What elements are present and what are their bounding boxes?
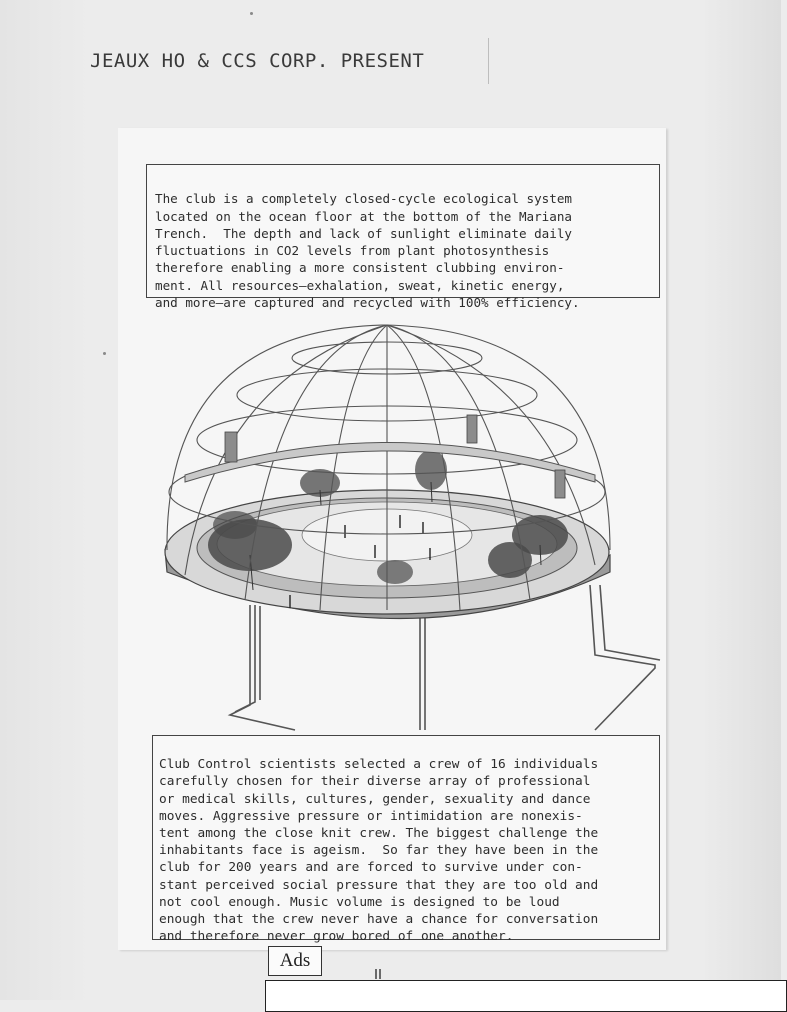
- dome-club-illustration: [155, 310, 665, 740]
- intro-text: [155, 173, 580, 311]
- ads-container[interactable]: [265, 980, 787, 1012]
- intro-line: Trench. The depth and lack of sunlight eliminate daily: [155, 225, 573, 241]
- intro-line: fluctuations in CO2 levels from plant photosynthesis: [155, 243, 550, 259]
- crew-line: enough that the crew never have a chance for conversation: [159, 912, 599, 928]
- dome-ring: [185, 443, 595, 483]
- intro-line: therefore enabling a more consistent clubbing environ-: [155, 260, 565, 276]
- scan-speck: [250, 12, 253, 15]
- scan-left-shade: [0, 0, 90, 1000]
- crew-line: or medical skills, cultures, gender, sexuality and dance: [159, 791, 591, 807]
- crew-line: stant perceived social pressure that they are too old and: [159, 877, 599, 893]
- intro-text-box: [146, 164, 660, 311]
- crew-text-box: [152, 735, 660, 945]
- crew-line: moves. Aggressive pressure or intimidation are nonexis-: [159, 808, 583, 824]
- crew-line: club for 200 years and are forced to survive under con-: [159, 860, 583, 876]
- crew-text: [159, 739, 598, 945]
- intro-line: and more—are captured and recycled with 100% efficiency.: [155, 295, 580, 311]
- crew-line: tent among the close knit crew. The biggest challenge the: [159, 826, 599, 842]
- crew-line: inhabitants face is ageism. So far they have been in the: [159, 843, 599, 859]
- intro-line: located on the ocean floor at the bottom of the Mariana: [155, 208, 573, 224]
- intro-line: ment. All resources—exhalation, sweat, kinetic energy,: [155, 277, 565, 293]
- crew-line: and therefore never grow bored of one another.: [159, 929, 514, 945]
- ads-label[interactable]: Ads: [268, 946, 322, 976]
- intro-line: The club is a completely closed-cycle ecological system: [155, 191, 573, 207]
- ads-marker-icon: [373, 968, 383, 980]
- crew-line: Club Control scientists selected a crew of 16 individuals: [159, 757, 599, 773]
- page-header-title: JEAUX HO & CCS CORP. PRESENT: [90, 50, 425, 72]
- scan-speck: [103, 352, 106, 355]
- crew-line: not cool enough. Music volume is designed to be loud: [159, 894, 560, 910]
- crew-line: carefully chosen for their diverse array of professional: [159, 774, 591, 790]
- scan-right-shade: [701, 0, 781, 1000]
- header-divider: [488, 38, 489, 84]
